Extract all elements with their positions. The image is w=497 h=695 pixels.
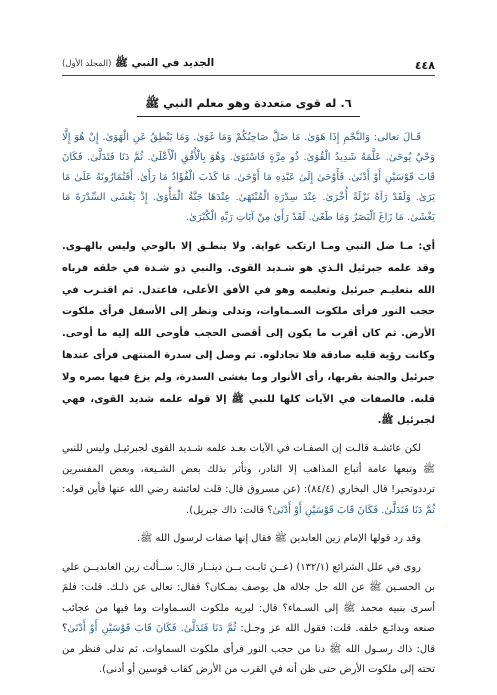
aisha-paragraph bbox=[62, 439, 435, 521]
aisha-text-before: لكن عائشـة قالـت إن الصفـات في الآيات بعـد علمه شـديد القوى لجبرئيـل وليس للنبي ﷺ وتبعها عامة أتباع المذاهب إلا النادر، وتأثر بذلك بعض الشـيعة، وبعض المفسرين ترددوتحير! قال البخاري (٨٤/٤): (عن مسروق قال: قلت لعائشة رضي الله عنها فأين قوله: bbox=[62, 443, 435, 496]
ilal-text-before: روى في علل الشرائع (١٣٢/١) (عــن ثابـت بــن دينــار قال: ســألت زين العابديــن علي بن الحسـين ﷺ عن الله جل جلاله هل يوصف بمـكان؟ فقال: تعالى عن ذلـك. قلت: فلمَ أسرى بنبيه محمد ﷺ إلى السـماء؟ قال: ليريه ملكوت السـماوات وما فيها من عجائب صنعه وبدائـع خلقه. قلت: فقول الله عز وجـل: bbox=[62, 561, 435, 635]
running-header bbox=[62, 52, 435, 76]
section-heading-wrap bbox=[0, 94, 497, 117]
section-title: ٦. له قوى متعددة وهو معلم النبي ﷺ bbox=[137, 94, 359, 117]
quran-verses: قَـالَ تعالى: وَالنَّجْمِ إِذَا هَوَىٰ. مَا ضَلَّ صَاحِبُكُمْ وَمَا غَوَىٰ. وَمَا يَنْطِقُ عَنِ الْهَوَىٰ. إِنْ هُوَ إِلَّا وَحْيٌ يُوحَىٰ. عَلَّمَهُ شَدِيدُ الْقُوَىٰ. ذُو مِرَّةٍ فَاسْتَوَىٰ. وَهُوَ بِالْأُفُقِ الْأَعْلَىٰ. ثُمَّ دَنَا فَتَدَلَّىٰ. فَكَانَ قَابَ قَوْسَيْنِ أَوْ أَدْنَىٰ. فَأَوْحَىٰ إِلَىٰ عَبْدِهِ مَا أَوْحَىٰ. مَا كَذَبَ الْفُؤَادُ مَا رَأَىٰ. أَفَتُمَارُونَهُ عَلَىٰ مَا يَرَىٰ. وَلَقَدْ رَآهُ نَزْلَةً أُخْرَىٰ. عِنْدَ سِدْرَةِ الْمُنْتَهَىٰ. عِنْدَهَا جَنَّةُ الْمَأْوَىٰ. إِذْ يَغْشَى السِّدْرَةَ مَا يَغْشَىٰ. مَا زَاغَ الْبَصَرُ وَمَا طَغَىٰ. لَقَدْ رَأَىٰ مِنْ آيَاتِ رَبِّهِ الْكُبْرَىٰ. bbox=[62, 132, 435, 223]
ilal-paragraph bbox=[62, 558, 435, 681]
page-number: ٤٤٨ bbox=[414, 59, 435, 72]
page-body bbox=[62, 128, 435, 681]
aisha-text-after: ؟ قالت: ذاك جبريل). bbox=[186, 504, 273, 516]
volume-label: (المجلد الأول) bbox=[62, 59, 112, 69]
zain-paragraph: وقد رد قولها الإمام زين العابدين ﷺ فقال إنها صفات لرسول الله ﷺ. bbox=[137, 533, 421, 545]
book-title-text: الجديد في النبي ﷺ bbox=[115, 57, 215, 69]
book-title bbox=[62, 57, 214, 72]
tafsir-paragraph: أي: مـا ضل النبي ومـا ارتكب غواية. ولا ينطـق إلا بالوحي وليس بالهـوى. وقد علمه جبرئيل الـذي هو شـديد القوى. والنبي ذو شـدة في خلقه فرباه الله بتعليـم جبرئيل وتعليمه وهو في الأفق الأعلى، فاعتدل. ثم اقتـرب في حجب النور فرأى ملكوت السـماوات، وتدلى ونظر إلى الأسفل فرأى ملكوت الأرض. ثم كان أقرب ما يكون إلى أقصى الحجب فأوحى الله إليه ما أوحى. وكانت رؤية قلبه صادقة فلا تجادلوه. ثم وصل إلى سدرة المنتهى فرأى عندها جبرئيل والجنة بقربها، رأى الأنوار وما يغشى السدرة، ولم يزغ فيها بصره ولا قلبه. فالصفات في الآيات كلها للنبي ﷺ إلا قوله علمه شديد القوى، فهي لجبرئيل ﷺ. bbox=[62, 241, 435, 427]
verse-quote-2: ثُمَّ دَنَا فَتَدَلَّىٰ. فَكَانَ قَابَ قَوْسَيْنِ أَوْ أَدْنَىٰ bbox=[67, 623, 237, 635]
ilal-text-after: ؟ قال: ذاك رسـول الله ﷺ دنا من حجب النور فرأى ملكوت السماوات، ثم تدلى فنظر من تحته إلى ملكوت الأرض حتى ظن أنه في القرب من الأرض كقاب قوسين أو أدنى). bbox=[62, 623, 435, 676]
verse-quote-1: ثُمَّ دَنَا فَتَدَلَّىٰ. فَكَانَ قَابَ قَوْسَيْنِ أَوْ أَدْنَىٰ bbox=[272, 504, 435, 516]
